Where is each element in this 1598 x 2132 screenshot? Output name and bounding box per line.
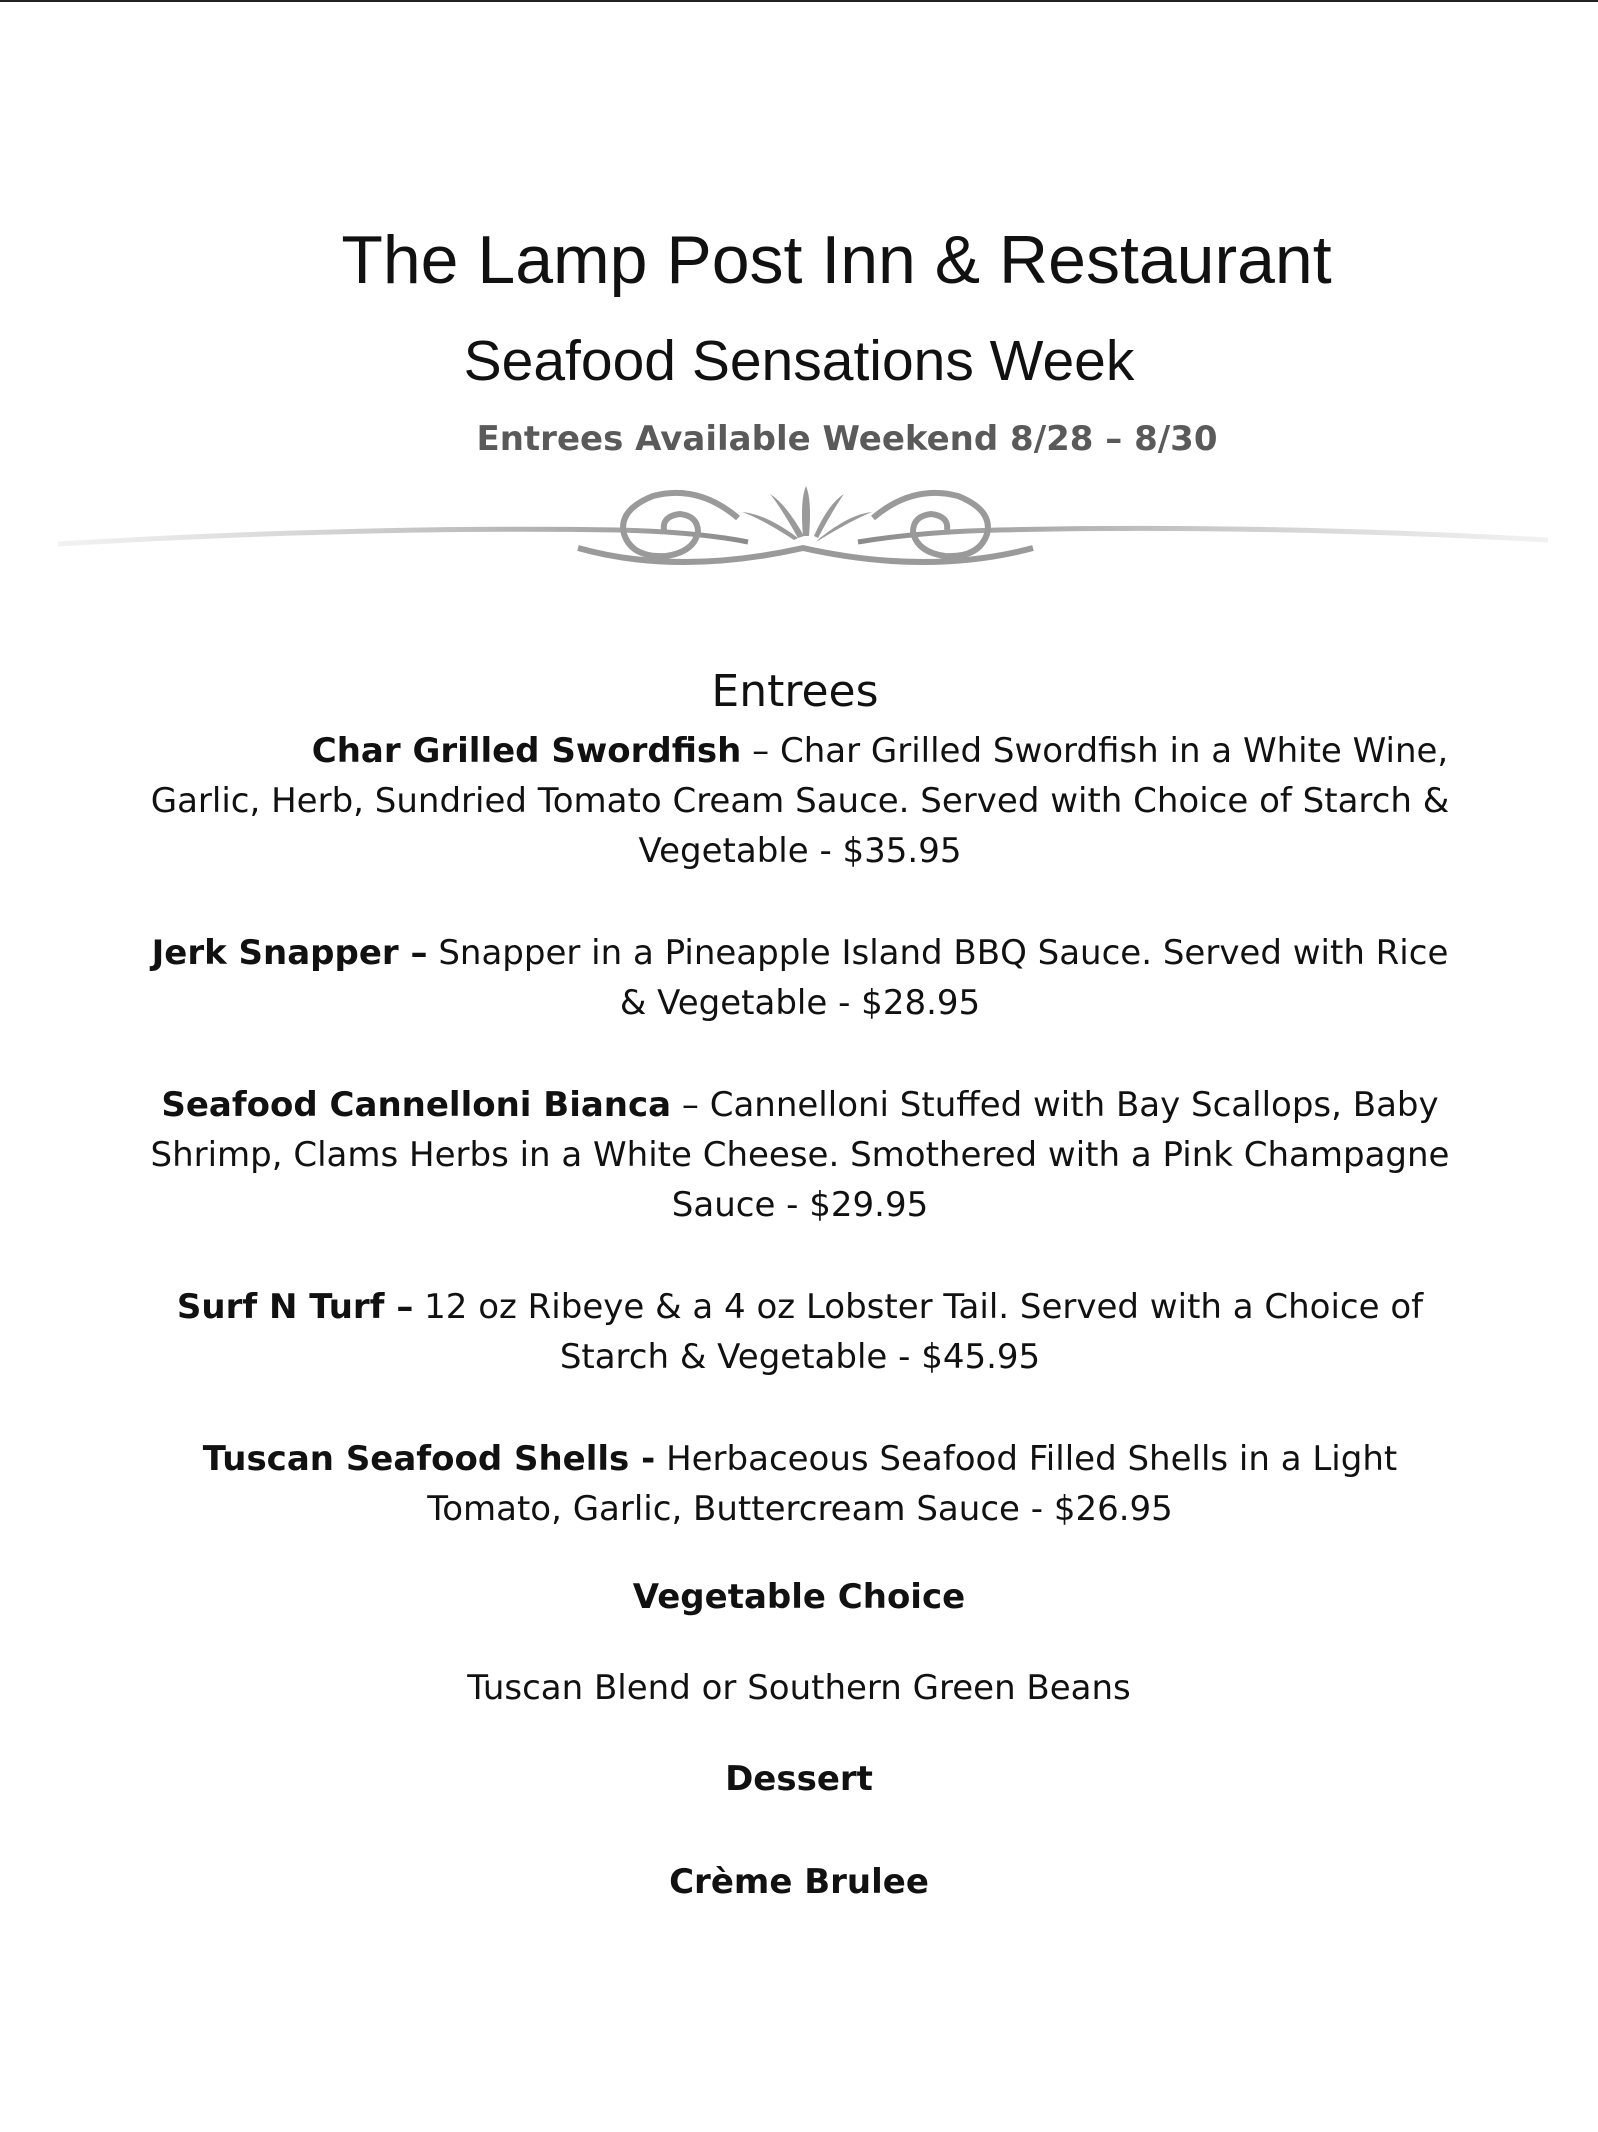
entree-list [150,726,1450,1586]
entrees-heading: Entrees [711,666,879,717]
entree-item [150,1282,1450,1382]
restaurant-title: The Lamp Post Inn & Restaurant [341,222,1332,298]
entree-item [150,1434,1450,1534]
entree-item [150,726,1450,876]
entree-item [150,928,1450,1028]
entree-name: Seafood Cannelloni Bianca [161,1085,672,1125]
entree-name: Jerk Snapper – [151,933,428,973]
entree-description: Snapper in a Pineapple Island BBQ Sauce. Served with Rice & Vegetable - $28.95 [438,933,1449,1023]
entree-description: Cannelloni Stuffed with Bay Scallops, Baby Shrimp, Clams Herbs in a White Cheese. Smothered with a Pink Champagne Sauce - $29.95 [150,1085,1450,1225]
entree-description: 12 oz Ribeye & a 4 oz Lobster Tail. Served with a Choice of Starch & Vegetable - $45.95 [424,1287,1424,1377]
top-border-line [0,0,1598,2]
entree-separator [655,1439,666,1479]
entree-separator [428,933,439,973]
entree-separator: – [671,1085,710,1125]
entree-name: Char Grilled Swordfish [311,731,742,771]
decorative-flourish-divider [58,478,1548,578]
event-subtitle: Seafood Sensations Week [463,329,1135,393]
dessert-heading: Dessert [725,1759,873,1799]
entree-separator: – [741,731,780,771]
entree-item [150,1080,1450,1230]
entree-name: Tuscan Seafood Shells - [202,1439,656,1479]
entree-separator [413,1287,424,1327]
entree-name: Surf N Turf – [176,1287,414,1327]
vegetable-choice-heading: Vegetable Choice [632,1577,966,1617]
vegetable-options: Tuscan Blend or Southern Green Beans [467,1668,1131,1708]
availability-dates: Entrees Available Weekend 8/28 – 8/30 [476,419,1218,459]
entree-description: Char Grilled Swordfish in a White Wine, Garlic, Herb, Sundried Tomato Cream Sauce. Served with Choice of Starch & Vegetable - $35.95 [150,731,1450,871]
dessert-item: Crème Brulee [669,1862,929,1902]
entree-description: Herbaceous Seafood Filled Shells in a Light Tomato, Garlic, Buttercream Sauce - $26.95 [427,1439,1398,1529]
